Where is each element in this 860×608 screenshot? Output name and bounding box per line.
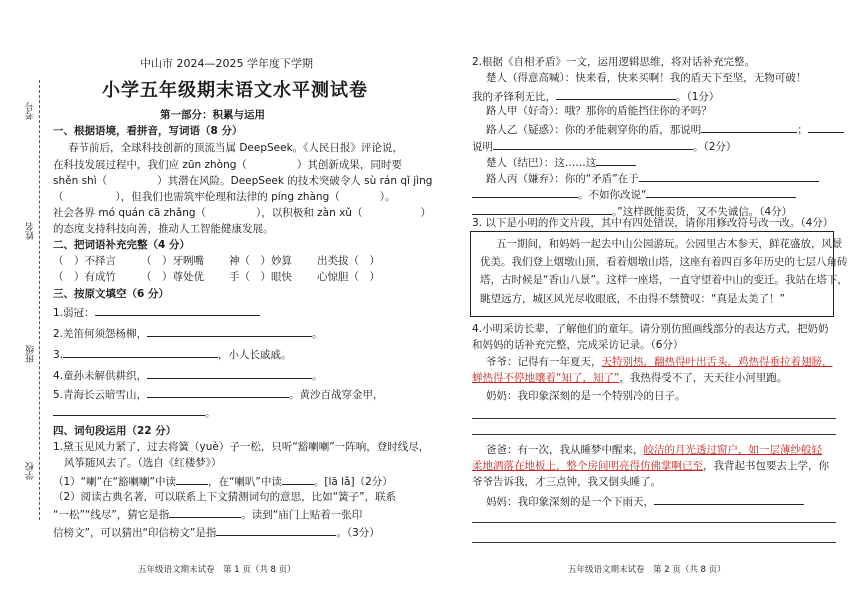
q4-heading: 四、词句段运用（22 分） — [53, 425, 177, 437]
model-underline: 柔地洒落在地板上，整个房间明亮得仿佛掌啊已至 — [472, 460, 703, 472]
dialogue-line: 。不如你改说“ — [472, 186, 796, 202]
answer-line[interactable] — [176, 473, 208, 485]
q3-heading: 3. 以下是小明的作文片段，其中有四处错误，请你用修改符号改一改。（4分） — [472, 217, 834, 229]
grandma-line: 奶奶：我印象深刻的是一个特别冷的日子。 — [486, 390, 686, 402]
answer-line[interactable] — [808, 121, 844, 133]
q3-item: 3. ，小人长戚戚。 — [53, 346, 292, 362]
dialogue-line: 路人乙（疑惑）：你的矛能刺穿你的盾，那说明 ； — [486, 121, 844, 137]
answer-line[interactable] — [147, 386, 289, 398]
q3-heading: 三、按原文填空（6 分） — [53, 288, 169, 300]
page-footer: 五年级语文期末试卷 第 1 页（共 8 页） — [138, 565, 296, 575]
answer-line[interactable] — [95, 304, 260, 316]
answer-line[interactable] — [63, 346, 218, 358]
essay-line: 优美。我们登上烟墩山顶，看着烟墩山塔，这座有着四百多年历史的七层八角砖 — [480, 256, 848, 268]
q4-passage: 风筝随风去了。（选自《红楼梦》） — [64, 457, 222, 469]
page-footer: 五年级语文期末试卷 第 2 页（共 8 页） — [568, 565, 726, 575]
q3-item: 5.青海长云暗雪山， 。黄沙百战穿金甲， — [53, 386, 384, 402]
q1-heading: 一、根据语境，看拼音，写词语（8 分） — [53, 125, 243, 137]
dialogue-line: 路人丙（嫌弃）：你的“矛盾”在于 — [486, 170, 819, 186]
idiom-blank[interactable]: 神（ ）妙算 — [229, 255, 292, 267]
q4-heading: 4.小明采访长辈，了解他们的童年。请分别仿照画线部分的表达方式，把奶奶 — [472, 323, 829, 335]
model-underline: 皎洁的月光透过窗户，如一层薄纱般轻 — [643, 444, 822, 456]
part-heading: 第一部分：积累与运用 — [160, 109, 265, 121]
model-underline: 蝉热得不停地嚷着“知了，知了” — [472, 372, 620, 384]
answer-line[interactable] — [169, 506, 241, 518]
label-kaohao: 考号 — [26, 102, 36, 120]
answer-line[interactable] — [556, 88, 676, 100]
label-xingming: 姓名 — [26, 222, 36, 240]
answer-line[interactable] — [53, 404, 205, 416]
idiom-blank[interactable]: （ ）不择言 — [53, 255, 116, 267]
answer-line[interactable] — [654, 493, 804, 505]
answer-line[interactable] — [472, 418, 836, 419]
q1-line: 在科技发展过程中，我们应 zūn zhòng（ ）其创新成果，同时要 — [53, 159, 402, 171]
dialogue-line: 楚人（得意高喊）：快来看，快来买啊！我的盾天下至坚，无物可破！ — [486, 72, 807, 84]
answer-line[interactable] — [639, 170, 819, 182]
q3-item: 4.童孙未解供耕织， 。 — [53, 367, 323, 383]
q2-row1 — [53, 254, 405, 268]
answer-line[interactable] — [472, 542, 836, 543]
exam-region-term: 中山市 2024—2025 学年度下学期 — [140, 57, 313, 70]
answer-line[interactable] — [216, 524, 336, 536]
answer-line[interactable] — [701, 121, 797, 133]
q4-sub1: （1）“喇”在“豁喇喇”中读 ，在“喇叭”中读 。[lā lǎ]（2分） — [53, 473, 393, 489]
q1-line: 社会各界 mó quán cā zhǎng（ ），以积极和 zàn xǔ（ ） — [53, 207, 431, 219]
answer-line[interactable] — [147, 367, 312, 379]
model-underline: 天特别热，翻热得叶出舌头，鸡热得垂拉着翅膀， — [601, 356, 833, 368]
mom-line: 妈妈：我印象深刻的是一个下雨天， — [486, 493, 804, 509]
answer-line[interactable] — [147, 325, 312, 337]
answer-line[interactable] — [472, 434, 836, 435]
answer-line[interactable] — [596, 154, 636, 166]
answer-line[interactable] — [472, 203, 612, 215]
answer-line[interactable] — [282, 473, 314, 485]
essay-line: 塔，古时候是“香山八景”。这样一座塔，一直守望着中山的变迁。我站在塔下， — [480, 274, 848, 286]
exam-title: 小学五年级期末语文水平测试卷 — [102, 80, 368, 101]
answer-line[interactable] — [646, 186, 796, 198]
dialogue-line: 我的矛锋利无比， 。（1分） — [472, 88, 719, 104]
dialogue-line: 路人甲（好奇）：哦？那你的盾能挡住你的矛吗？ — [486, 105, 712, 117]
essay-line: 五一期间，和妈妈一起去中山公园游玩。公园里古木参天，鲜花盛放，风景 — [496, 238, 843, 250]
dialogue-line: 说明 。（2分） — [472, 138, 736, 154]
dad-line: 爸爸：有一次，我从睡梦中醒来，皎洁的月光透过窗户，如一层薄纱般轻 — [486, 444, 822, 456]
label-xuexiao: 学校 — [26, 462, 36, 480]
idiom-blank[interactable]: 心惊胆（ ） — [317, 271, 380, 283]
label-banji: 班级 — [26, 345, 36, 363]
idiom-blank[interactable]: 手（ ）眼快 — [229, 271, 292, 283]
idiom-blank[interactable]: （ ）尊处优 — [141, 271, 204, 283]
grandpa-line: 爷爷：记得有一年夏天，天特别热，翻热得叶出舌头，鸡热得垂拉着翅膀， — [486, 356, 833, 368]
essay-line: 眺望远方，城区风光尽收眼底，不由得不禁赞叹：“真是太美了！” — [480, 293, 785, 305]
answer-line[interactable] — [472, 186, 578, 198]
dialogue-line: 。”这样既能卖货，又不失诚信。（4分） — [472, 203, 792, 219]
q3-item: 。 — [53, 404, 216, 420]
dialogue-line: 楚人（结巴）：这……这 — [486, 154, 636, 170]
q3-item: 2.羌笛何须怨杨柳， 。 — [53, 325, 323, 341]
q2-heading: 二、把词语补充完整（4 分） — [53, 239, 190, 251]
q1-line: （ ），但我们也需筑牢伦理和法律的 píng zhàng（ ）。 — [53, 191, 396, 203]
answer-line[interactable] — [493, 138, 693, 150]
q4-sub2: “一松”“线尽”，猜它是指 。读到“庙门上贴着一张印 — [53, 506, 362, 522]
q2-row2 — [53, 270, 405, 284]
q4-sub2: 信榜文”，可以猜出“印信榜文”是指 。（3分） — [53, 524, 380, 540]
dad-line: 柔地洒落在地板上，整个房间明亮得仿佛掌啊已至，我背起书包要去上学，你 — [472, 460, 829, 472]
q1-line: shěn shì（ ）其潜在风险。DeepSeek 的技术突破令人 sù rán qǐ jìng — [53, 175, 433, 187]
q1-line: 的态度支持科技向善，推动人工智能健康发展。 — [53, 223, 274, 235]
q1-line: 春节前后，全球科技创新的顶流当属 DeepSeek。《人民日报》评论说， — [68, 142, 403, 154]
dad-line: 爷爷告诉我，才三点钟，我又倒头睡了。 — [472, 476, 661, 488]
q4-heading: 和妈妈的话补充完整，完成采访记录。（6分） — [472, 339, 684, 351]
q3-item: 1.弱冠： — [53, 304, 260, 320]
page-2 — [430, 0, 860, 608]
grandpa-line: 蝉热得不停地嚷着“知了，知了”，我热得受不了，天天往小河里跑。 — [472, 372, 788, 384]
binding-line — [39, 80, 40, 520]
q2-heading: 2.根据《自相矛盾》一文，运用逻辑思维，将对话补充完整。 — [472, 56, 756, 68]
answer-line[interactable] — [472, 522, 836, 523]
q4-passage: 1.黛玉见风力紧了，过去将簧（yuè）子一松，只听“豁喇喇”一阵响，登时线尽， — [53, 441, 430, 453]
idiom-blank[interactable]: 出类拔（ ） — [317, 255, 380, 267]
idiom-blank[interactable]: （ ）牙咧嘴 — [141, 255, 204, 267]
q4-sub2: （2）阅读古典名著，可以联系上下文猜测词句的意思，比如“簧子”，联系 — [53, 491, 397, 503]
idiom-blank[interactable]: （ ）有成竹 — [53, 271, 116, 283]
